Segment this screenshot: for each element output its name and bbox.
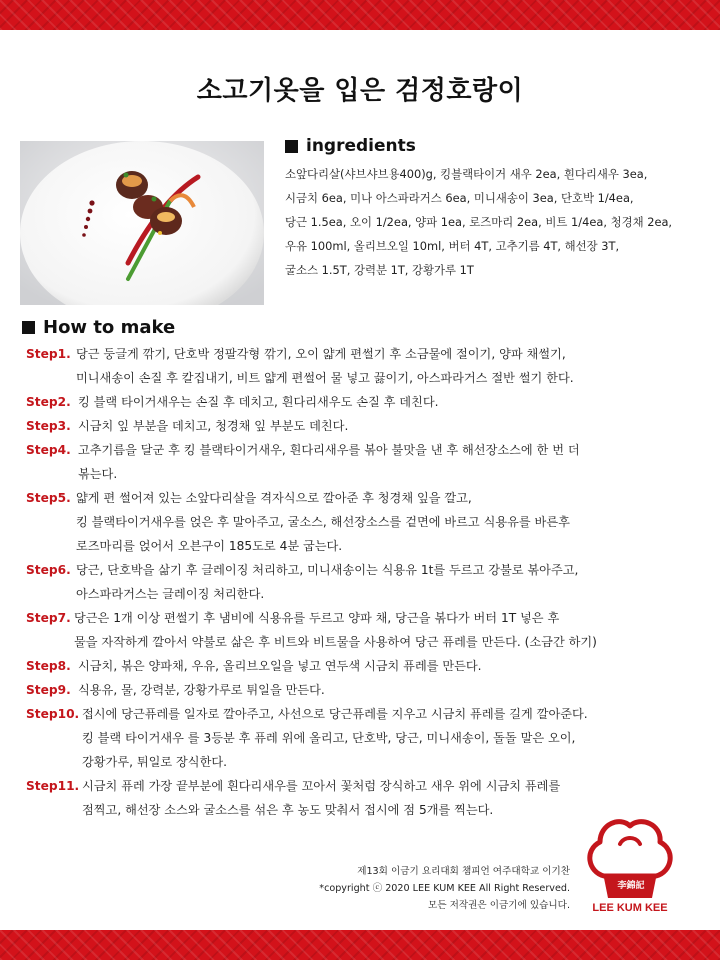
step-item (26, 342, 706, 390)
step-text: 킹 블랙 타이거새우는 손질 후 데치고, 흰다리새우도 손질 후 데친다. (78, 395, 439, 409)
step-text: 로즈마리를 얹어서 오븐구이 185도로 4분 굽는다. (76, 539, 343, 553)
step-item (26, 438, 706, 486)
step-label: Step6. (26, 563, 71, 577)
steps-list (26, 342, 706, 822)
ingredients-line: 소앞다리살(샤브샤브용400)g, 킹블랙타이거 새우 2ea, 흰다리새우 3ea, (285, 167, 648, 181)
step-text: 킹 블랙 타이거새우 를 3등분 후 퓨레 위에 올리고, 단호박, 당근, 미니새송이, 돌돌 말은 오이, (82, 731, 576, 745)
step-item (26, 390, 706, 414)
step-label: Step11. (26, 779, 80, 793)
ingredients-list (285, 162, 707, 282)
step-text: 당근 둥글게 깎기, 단호박 정팔각형 깎기, 오이 얇게 편썰기 후 소금물에 절이기, 양파 채썰기, (76, 347, 566, 361)
square-bullet-icon (285, 140, 298, 153)
ingredients-heading (285, 136, 416, 156)
how-to-make-heading-label: How to make (43, 317, 176, 338)
step-label: Step8. (26, 659, 71, 673)
footer-copyright: *copyright ⓒ 2020 LEE KUM KEE All Right Reserved. (319, 883, 570, 894)
logo-badge-text: 李錦記 (617, 881, 645, 891)
ingredients-line: 굴소스 1.5T, 강력분 1T, 강황가루 1T (285, 263, 474, 277)
copyright-footer (319, 863, 570, 914)
top-decorative-band (0, 0, 720, 30)
step-text: 점찍고, 해선장 소스와 굴소스를 섞은 후 농도 맞춰서 접시에 점 5개를 찍는다. (82, 803, 494, 817)
step-label: Step9. (26, 683, 71, 697)
step-text: 킹 블랙타이거새우를 얹은 후 말아주고, 굴소스, 해선장소스를 겉면에 바르고 식용유를 바른후 (76, 515, 570, 529)
ingredients-heading-label: ingredients (306, 136, 416, 156)
step-label: Step2. (26, 395, 71, 409)
ingredients-line: 당근 1.5ea, 오이 1/2ea, 양파 1ea, 로즈마리 2ea, 비트 1/4ea, 청경채 2ea, (285, 215, 673, 229)
step-text: 물을 자작하게 깔아서 약불로 삶은 후 비트와 비트물을 사용하여 당근 퓨레를 만든다. (소금간 하기) (74, 635, 597, 649)
step-item (26, 486, 706, 558)
dish-photo (20, 141, 264, 305)
step-text: 시금치 잎 부분을 데치고, 청경채 잎 부분도 데친다. (78, 419, 349, 433)
step-text: 식용유, 물, 강력분, 강황가루로 튀일을 만든다. (78, 683, 325, 697)
page-title: 소고기옷을 입은 검정호랑이 (196, 76, 524, 106)
step-item (26, 678, 706, 702)
logo-brand-name: LEE KUM KEE (592, 902, 668, 914)
step-text: 볶는다. (78, 467, 118, 481)
step-text: 강황가루, 튀일로 장식한다. (82, 755, 228, 769)
square-bullet-icon (22, 321, 35, 334)
bottom-decorative-band (0, 930, 720, 960)
step-text: 고추기름을 달군 후 킹 블랙타이거새우, 흰다리새우를 볶아 불맛을 낸 후 해선장소스에 한 번 더 (78, 443, 580, 457)
step-text: 당근은 1개 이상 편썰기 후 냄비에 식용유를 두르고 양파 채, 당근을 볶다가 버터 1T 넣은 후 (74, 611, 560, 625)
lee-kum-kee-chef-hat-logo (580, 806, 680, 916)
step-text: 미니새송이 손질 후 칼집내기, 비트 얇게 편썰어 물 넣고 끓이기, 아스파라거스 절반 썰기 한다. (76, 371, 574, 385)
footer-rights: 모든 저작권은 이금기에 있습니다. (428, 900, 570, 911)
step-label: Step5. (26, 491, 71, 505)
step-text: 접시에 당근퓨레를 일자로 깔아주고, 사선으로 당근퓨레를 지우고 시금치 퓨레를 길게 깔아준다. (82, 707, 588, 721)
ingredients-line: 우유 100ml, 올리브오일 10ml, 버터 4T, 고추기름 4T, 해선장 3T, (285, 239, 620, 253)
step-text: 시금치 퓨레 가장 끝부분에 흰다리새우를 꼬아서 꽃처럼 장식하고 새우 위에 시금치 퓨레를 (82, 779, 561, 793)
step-item (26, 558, 706, 606)
step-item (26, 414, 706, 438)
step-item (26, 702, 706, 774)
step-item (26, 606, 706, 654)
step-label: Step3. (26, 419, 71, 433)
step-text: 얇게 편 썰어져 있는 소앞다리살을 격자식으로 깔아준 후 청경채 잎을 깔고, (76, 491, 472, 505)
step-label: Step10. (26, 707, 80, 721)
ingredients-line: 시금치 6ea, 미나 아스파라거스 6ea, 미니새송이 3ea, 단호박 1/4ea, (285, 191, 634, 205)
step-item (26, 654, 706, 678)
step-label: Step4. (26, 443, 71, 457)
step-text: 당근, 단호박을 삶기 후 글레이징 처리하고, 미니새송이는 식용유 1t를 두르고 강불로 볶아주고, (76, 563, 579, 577)
how-to-make-heading (22, 317, 175, 338)
step-text: 시금치, 볶은 양파채, 우유, 올리브오일을 넣고 연두색 시금치 퓨레를 만든다. (78, 659, 482, 673)
step-text: 아스파라거스는 글레이징 처리한다. (76, 587, 265, 601)
step-label: Step7. (26, 611, 71, 625)
footer-credit: 제13회 이금기 요리대회 챔피언 여주대학교 이기찬 (357, 866, 570, 877)
step-label: Step1. (26, 347, 71, 361)
